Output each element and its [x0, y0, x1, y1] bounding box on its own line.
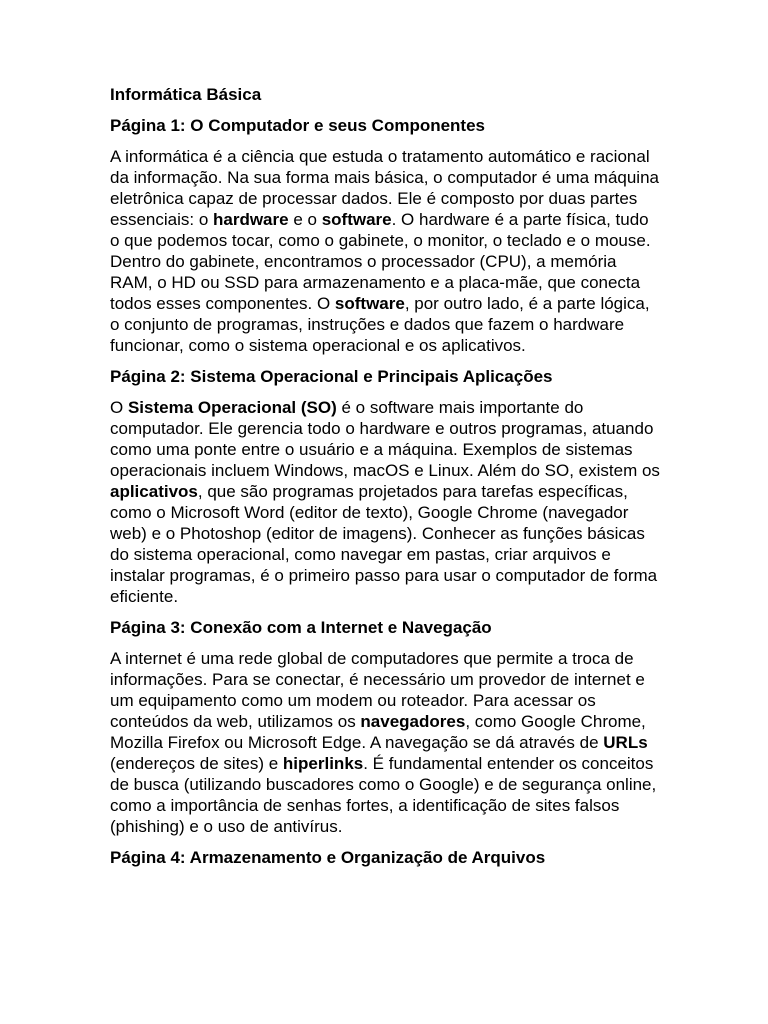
- text-run: e o: [288, 210, 322, 229]
- text-run: . O hardware é a parte física, tudo o que podemos tocar, como o gabinete, o monitor, o teclado e o mouse. Dentro do gabinete, encontramos o processador (CPU), a memória RAM, o HD ou SSD para armazenamento e a placa-mãe, que conecta todos esses componentes. O: [110, 210, 651, 313]
- section-heading-page-3: Página 3: Conexão com a Internet e Navegação: [110, 618, 492, 637]
- bold-term-navegadores: navegadores: [360, 712, 466, 731]
- text-run: A informática é a ciência que estuda o tratamento automático e racional da informação. Na sua forma mais básica, o computador é uma máquina eletrônica capaz de processar dados. Ele é composto por duas partes essenciais: o: [110, 147, 659, 229]
- text-run: . É fundamental entender os conceitos de busca (utilizando buscadores como o Google) e de segurança online, como a importância de senhas fortes, a identificação de sites falsos (phishing) e o uso de antivírus.: [110, 754, 657, 836]
- bold-term-aplicativos: aplicativos: [110, 482, 198, 501]
- section-paragraph-page-3: [110, 648, 662, 837]
- bold-term-sistema-operacional: Sistema Operacional (SO): [127, 398, 337, 417]
- text-run: (endereços de sites) e: [110, 754, 283, 773]
- bold-term-software: software: [334, 294, 405, 313]
- text-run: A internet é uma rede global de computadores que permite a troca de informações. Para se conectar, é necessário um provedor de internet e um equipamento como um modem ou roteador. Para acessar os conteúdos da web, utilizamos os: [110, 649, 645, 731]
- text-run: O: [110, 398, 128, 417]
- section-heading-page-4: Página 4: Armazenamento e Organização de Arquivos: [110, 848, 546, 867]
- text-run: , que são programas projetados para tarefas específicas, como o Microsoft Word (editor de texto), Google Chrome (navegador web) e o Photoshop (editor de imagens). Conhecer as funções básicas do sistema operacional, como navegar em pastas, criar arquivos e instalar programas, é o primeiro passo para usar o computador de forma eficiente.: [110, 482, 658, 606]
- bold-term-hardware: hardware: [213, 210, 289, 229]
- text-run: , por outro lado, é a parte lógica, o conjunto de programas, instruções e dados que fazem o hardware funcionar, como o sistema operacional e os aplicativos.: [110, 294, 650, 355]
- section-paragraph-page-1: [110, 146, 662, 356]
- bold-term-software: software: [321, 210, 392, 229]
- text-run: é o software mais importante do computador. Ele gerencia todo o hardware e outros programas, atuando como uma ponte entre o usuário e a máquina. Exemplos de sistemas operacionais incluem Windows, macOS e Linux. Além do SO, existem os: [110, 398, 660, 480]
- text-run: , como Google Chrome, Mozilla Firefox ou Microsoft Edge. A navegação se dá através de: [110, 712, 646, 752]
- document-title: Informática Básica: [110, 85, 262, 104]
- bold-term-hiperlinks: hiperlinks: [282, 754, 364, 773]
- bold-term-urls: URLs: [603, 733, 648, 752]
- section-heading-page-1: Página 1: O Computador e seus Componentes: [110, 116, 486, 135]
- document-page: [110, 84, 662, 878]
- section-paragraph-page-2: [110, 397, 662, 607]
- section-heading-page-2: Página 2: Sistema Operacional e Principais Aplicações: [110, 367, 553, 386]
